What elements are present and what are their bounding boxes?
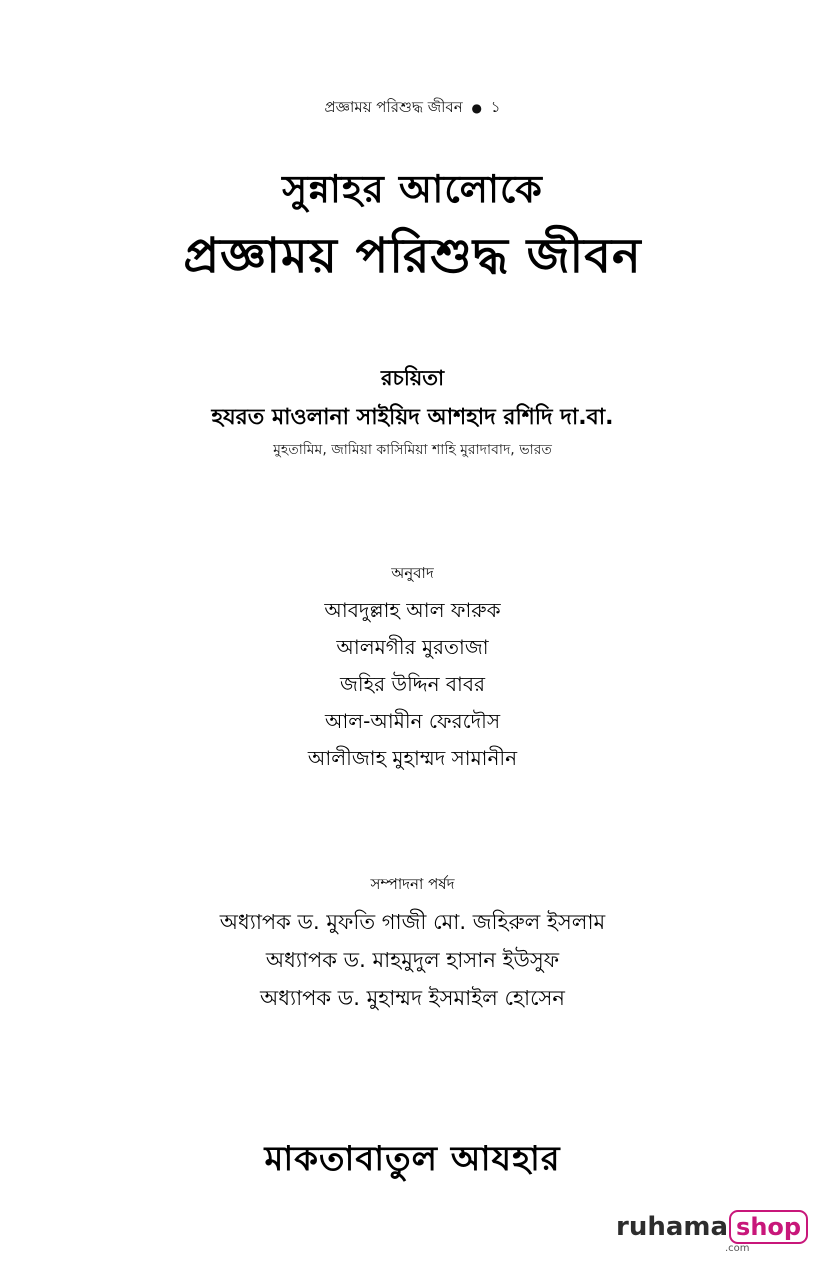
translator-name: আলীজাহ মুহাম্মদ সামানীন (307, 746, 518, 770)
editor-name: অধ্যাপক ড. মুফতি গাজী মো. জহিরুল ইসলাম (219, 910, 606, 934)
watermark-shop-badge: shop (729, 1210, 808, 1244)
translator-name: আল-আমীন ফেরদৌস (324, 709, 501, 733)
page-number: ১ (490, 98, 501, 116)
running-header (0, 96, 825, 121)
author-label: রচয়িতা (380, 366, 445, 390)
watermark-main-text: ruhama (616, 1212, 729, 1242)
editorial-board-label: সম্পাদনা পর্ষদ (370, 875, 455, 893)
book-title-line-1: সুন্নাহর আলোকে (282, 167, 543, 211)
translation-label: অনুবাদ (391, 564, 434, 582)
translator-name: আবদুল্লাহ আল ফারুক (324, 598, 501, 622)
bullet-icon: ● (471, 100, 482, 115)
running-header-title: প্রজ্ঞাময় পরিশুদ্ধ জীবন (324, 98, 463, 116)
ruhamashop-watermark (616, 1210, 808, 1254)
author-name: হযরত মাওলানা সাইয়িদ আশহাদ রশিদি দা.বা. (211, 405, 614, 430)
editor-name: অধ্যাপক ড. মুহাম্মদ ইসমাইল হোসেন (260, 986, 565, 1010)
editor-list (0, 903, 825, 1017)
editor-name: অধ্যাপক ড. মাহমুদুল হাসান ইউসুফ (265, 948, 560, 972)
book-title-line-2: প্রজ্ঞাময় পরিশুদ্ধ জীবন (183, 228, 642, 284)
author-description: মুহতামিম, জামিয়া কাসিমিয়া শাহি মুরাদাবাদ, ভারত (273, 442, 552, 458)
translator-name: জহির উদ্দিন বাবর (340, 672, 485, 696)
translator-list (0, 592, 825, 777)
publisher-logo: মাকতাবাতুল আযহার (264, 1139, 561, 1179)
translator-name: আলমগীর মুরতাজা (336, 635, 489, 659)
watermark-domain: .com (725, 1243, 750, 1254)
